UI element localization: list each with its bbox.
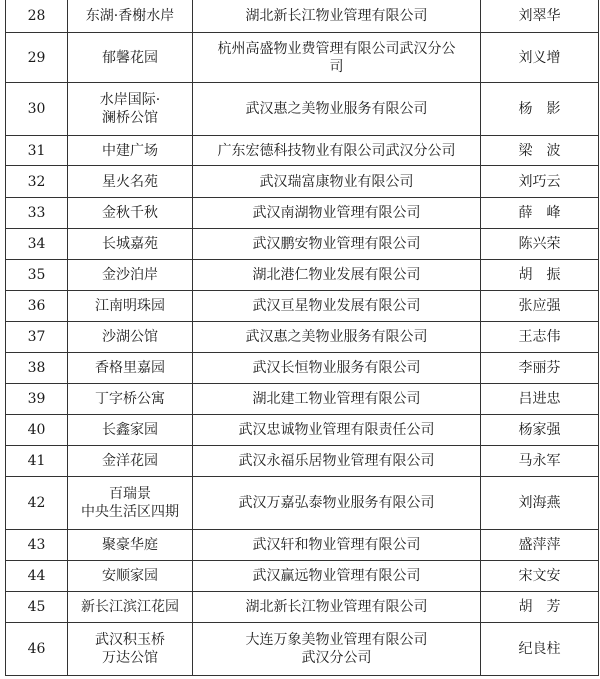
community-name-line: 新长江滨江花园 bbox=[81, 599, 179, 615]
community-name-line: 水岸国际· bbox=[99, 92, 161, 108]
table-row bbox=[6, 322, 599, 353]
community-name-line: 澜桥公馆 bbox=[102, 110, 158, 126]
community-name-line: 郁馨花园 bbox=[102, 49, 158, 66]
table-row bbox=[6, 166, 599, 198]
company-name-line: 武汉分公司 bbox=[301, 650, 372, 666]
table-row bbox=[6, 477, 599, 530]
row-number: 39 bbox=[6, 384, 68, 415]
manager-name: 刘翠华 bbox=[481, 0, 599, 33]
company-name-line: 武汉轩和物业管理有限公司 bbox=[252, 537, 421, 553]
row-number: 32 bbox=[6, 166, 68, 198]
company-name-line: 大连万象美物业管理有限公司 bbox=[245, 632, 428, 648]
community-name-line: 金洋花园 bbox=[102, 453, 158, 469]
community-name-line: 东湖·香榭水岸 bbox=[85, 7, 175, 24]
company-name-line: 杭州高盛物业费管理有限公司武汉分公 bbox=[217, 40, 456, 57]
table-row bbox=[6, 592, 599, 623]
manager-name: 胡 振 bbox=[481, 260, 599, 291]
company-name-line: 武汉瑞富康物业有限公司 bbox=[259, 173, 414, 190]
community-name bbox=[68, 623, 193, 676]
company-name-line: 武汉长恒物业服务有限公司 bbox=[252, 360, 421, 376]
community-name bbox=[68, 561, 193, 592]
company-name bbox=[193, 561, 481, 592]
manager-name: 薛 峰 bbox=[481, 198, 599, 229]
row-number: 28 bbox=[6, 0, 68, 33]
community-name-line: 金沙泊岸 bbox=[102, 267, 158, 283]
community-name bbox=[68, 166, 193, 198]
community-name bbox=[68, 260, 193, 291]
table-row bbox=[6, 136, 599, 166]
row-number: 45 bbox=[6, 592, 68, 623]
community-name bbox=[68, 415, 193, 446]
property-management-table bbox=[5, 0, 599, 676]
company-name bbox=[193, 166, 481, 198]
company-name-line: 武汉赢远物业管理有限公司 bbox=[252, 568, 421, 584]
community-name-line: 武汉积玉桥 bbox=[95, 632, 165, 648]
company-name-line: 武汉亘星物业发展有限公司 bbox=[252, 298, 421, 314]
community-name bbox=[68, 322, 193, 353]
company-name-line: 湖北港仁物业发展有限公司 bbox=[252, 267, 421, 283]
company-name bbox=[193, 229, 481, 260]
community-name bbox=[68, 198, 193, 229]
table-row bbox=[6, 384, 599, 415]
table-row bbox=[6, 291, 599, 322]
row-number: 34 bbox=[6, 229, 68, 260]
row-number: 36 bbox=[6, 291, 68, 322]
community-name bbox=[68, 33, 193, 83]
company-name-line: 武汉永福乐居物业管理有限公司 bbox=[238, 453, 435, 469]
company-name-line: 武汉忠诚物业管理有限责任公司 bbox=[238, 422, 435, 438]
manager-name: 刘巧云 bbox=[481, 166, 599, 198]
table-row bbox=[6, 561, 599, 592]
manager-name: 张应强 bbox=[481, 291, 599, 322]
table-row bbox=[6, 353, 599, 384]
community-name bbox=[68, 83, 193, 136]
community-name bbox=[68, 384, 193, 415]
table-row bbox=[6, 415, 599, 446]
row-number: 41 bbox=[6, 446, 68, 477]
company-name bbox=[193, 446, 481, 477]
manager-name: 杨 影 bbox=[481, 83, 599, 136]
table-row bbox=[6, 33, 599, 83]
company-name-line: 武汉南湖物业管理有限公司 bbox=[252, 205, 421, 221]
company-name-line: 武汉惠之美物业服务有限公司 bbox=[245, 329, 428, 345]
company-name bbox=[193, 136, 481, 166]
company-name bbox=[193, 384, 481, 415]
company-name-line: 武汉惠之美物业服务有限公司 bbox=[245, 101, 428, 117]
company-name bbox=[193, 623, 481, 676]
company-name bbox=[193, 592, 481, 623]
company-name bbox=[193, 353, 481, 384]
community-name-line: 金秋千秋 bbox=[102, 205, 158, 221]
community-name-line: 万达公馆 bbox=[102, 650, 158, 666]
company-name bbox=[193, 33, 481, 83]
row-number: 30 bbox=[6, 83, 68, 136]
row-number: 43 bbox=[6, 530, 68, 561]
company-name-line: 广东宏德科技物业有限公司武汉分公司 bbox=[217, 142, 456, 159]
community-name bbox=[68, 136, 193, 166]
community-name-line: 长鑫家园 bbox=[102, 422, 158, 438]
company-name bbox=[193, 0, 481, 33]
company-name-line: 司 bbox=[329, 58, 344, 75]
community-name-line: 中建广场 bbox=[102, 142, 158, 159]
company-name-line: 武汉万嘉弘泰物业服务有限公司 bbox=[238, 495, 435, 511]
company-name bbox=[193, 415, 481, 446]
table-row bbox=[6, 0, 599, 33]
row-number: 44 bbox=[6, 561, 68, 592]
row-number: 40 bbox=[6, 415, 68, 446]
company-name bbox=[193, 322, 481, 353]
manager-name: 刘海燕 bbox=[481, 477, 599, 530]
company-name bbox=[193, 260, 481, 291]
community-name bbox=[68, 291, 193, 322]
company-name bbox=[193, 291, 481, 322]
community-name bbox=[68, 353, 193, 384]
table-row bbox=[6, 623, 599, 676]
community-name-line: 丁字桥公寓 bbox=[95, 391, 165, 407]
manager-name: 盛萍萍 bbox=[481, 530, 599, 561]
community-name-line: 百瑞景 bbox=[109, 486, 151, 502]
manager-name: 马永军 bbox=[481, 446, 599, 477]
row-number: 46 bbox=[6, 623, 68, 676]
company-name bbox=[193, 477, 481, 530]
row-number: 35 bbox=[6, 260, 68, 291]
table-row bbox=[6, 229, 599, 260]
community-name bbox=[68, 477, 193, 530]
community-name-line: 星火名苑 bbox=[102, 173, 158, 190]
community-name-line: 聚豪华庭 bbox=[102, 537, 158, 553]
row-number: 31 bbox=[6, 136, 68, 166]
manager-name: 王志伟 bbox=[481, 322, 599, 353]
community-name bbox=[68, 0, 193, 33]
community-name bbox=[68, 530, 193, 561]
community-name-line: 中央生活区四期 bbox=[81, 504, 179, 520]
row-number: 29 bbox=[6, 33, 68, 83]
community-name-line: 长城嘉苑 bbox=[102, 236, 158, 252]
manager-name: 刘义增 bbox=[481, 33, 599, 83]
row-number: 33 bbox=[6, 198, 68, 229]
community-name-line: 香格里嘉园 bbox=[95, 360, 165, 376]
manager-name: 陈兴荣 bbox=[481, 229, 599, 260]
table-row bbox=[6, 198, 599, 229]
community-name bbox=[68, 229, 193, 260]
company-name-line: 湖北新长江物业管理有限公司 bbox=[245, 7, 428, 24]
row-number: 38 bbox=[6, 353, 68, 384]
community-name-line: 安顺家园 bbox=[102, 568, 158, 584]
manager-name: 李丽芬 bbox=[481, 353, 599, 384]
manager-name: 梁 波 bbox=[481, 136, 599, 166]
manager-name: 胡 芳 bbox=[481, 592, 599, 623]
community-name bbox=[68, 592, 193, 623]
table-row bbox=[6, 446, 599, 477]
company-name bbox=[193, 530, 481, 561]
community-name bbox=[68, 446, 193, 477]
company-name-line: 武汉鹏安物业管理有限公司 bbox=[252, 236, 421, 252]
company-name-line: 湖北新长江物业管理有限公司 bbox=[245, 599, 428, 615]
table-body bbox=[6, 0, 599, 676]
company-name-line: 湖北建工物业管理有限公司 bbox=[252, 391, 421, 407]
table-row bbox=[6, 530, 599, 561]
row-number: 42 bbox=[6, 477, 68, 530]
row-number: 37 bbox=[6, 322, 68, 353]
table-row bbox=[6, 83, 599, 136]
manager-name: 吕进忠 bbox=[481, 384, 599, 415]
community-name-line: 江南明珠园 bbox=[95, 298, 165, 314]
manager-name: 杨家强 bbox=[481, 415, 599, 446]
manager-name: 宋文安 bbox=[481, 561, 599, 592]
company-name bbox=[193, 198, 481, 229]
manager-name: 纪良柱 bbox=[481, 623, 599, 676]
table-row bbox=[6, 260, 599, 291]
company-name bbox=[193, 83, 481, 136]
community-name-line: 沙湖公馆 bbox=[102, 329, 158, 345]
